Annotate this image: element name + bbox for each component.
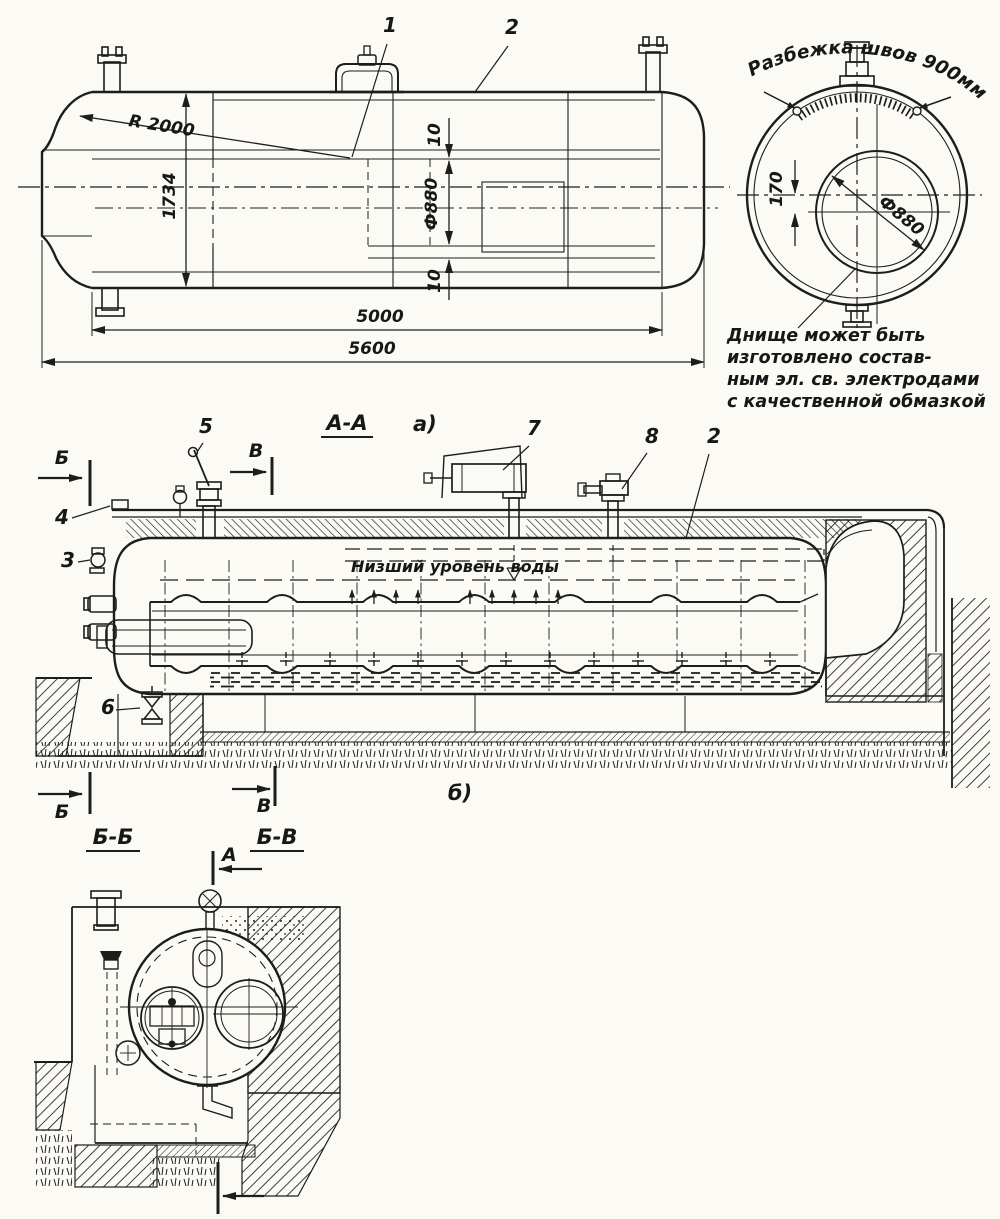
- callout-6-leader: [116, 708, 140, 710]
- cover-bracket-fitting: [112, 500, 128, 509]
- callout-5-leader: [197, 443, 203, 452]
- callout-7: 7: [527, 416, 541, 440]
- view-b-label: б): [447, 781, 473, 805]
- callout-8-leader: [622, 453, 647, 489]
- callout-7-leader: [503, 446, 529, 470]
- bottom-left-nozzle: [96, 288, 124, 316]
- dim-flue-diameter-end: Ф880: [874, 191, 928, 241]
- top-right-nozzle: [639, 37, 667, 92]
- dim-flue-offset: 170: [767, 171, 787, 207]
- top-valve-fitting: [199, 890, 221, 929]
- foundation-footing: [75, 1145, 157, 1187]
- callout-2: 2: [505, 15, 519, 39]
- section-aa-title: А-А: [326, 411, 368, 435]
- seam-rivet-right: [913, 107, 921, 115]
- bottom-note-line1: Днище может быть: [727, 326, 926, 346]
- furnace-tube-top: [150, 595, 800, 602]
- cross-section-texts: [93, 825, 298, 866]
- section-bv-title: Б-В: [256, 825, 298, 849]
- callout-3-leader: [78, 560, 90, 562]
- marker-b-bottom: Б: [54, 801, 70, 823]
- seam-note-arrow-right: [920, 97, 951, 108]
- callout-8: 8: [645, 424, 659, 448]
- dim-shell-height: 1734: [160, 172, 180, 220]
- right-head-outline: [662, 92, 704, 288]
- marker-v-top: В: [248, 440, 264, 462]
- side-pipe-section: [116, 1041, 140, 1065]
- callout-1: 1: [383, 13, 397, 37]
- seam-stagger-note-text: Разбежка швов 900мм: [744, 37, 991, 104]
- furnace-tube-section: [141, 987, 203, 1049]
- front-valve: [90, 548, 105, 573]
- callout-4: 4: [55, 505, 69, 529]
- view-a-label: а): [413, 412, 437, 436]
- dim-radius: R 2000: [127, 111, 196, 142]
- drain-spout: [197, 1086, 232, 1118]
- marker-a: А: [222, 844, 237, 866]
- foundation-left-slope: [36, 1062, 72, 1130]
- left-valve-fitting: [100, 951, 122, 1078]
- callout-3: 3: [61, 548, 75, 572]
- marker-b-top: Б: [54, 447, 70, 469]
- water-level-note: Низший уровень воды: [351, 557, 559, 576]
- dim-gap-top: 10: [425, 123, 445, 147]
- cross-section-view: [34, 851, 340, 1214]
- callout-2b: 2: [707, 424, 721, 448]
- callout-6: 6: [101, 695, 115, 719]
- dim-shell-length: 5000: [356, 307, 404, 327]
- seam-note-arrow-left: [764, 92, 795, 108]
- callout-4-leader: [72, 506, 110, 518]
- front-stub-nozzles: [84, 596, 116, 640]
- dim-overall-length: 5600: [348, 339, 396, 359]
- bottom-note-line3: ным эл. св. электродами: [727, 370, 980, 390]
- section-bb-title: Б-Б: [92, 825, 134, 849]
- callout-2-leader: [475, 46, 508, 92]
- callout-5: 5: [199, 414, 213, 438]
- foundation-strip: [157, 1145, 255, 1157]
- right-ground: [952, 598, 990, 788]
- top-left-nozzle: [98, 47, 126, 92]
- firebrick-lining: [210, 670, 822, 690]
- bottom-note-line4: с качественной обмазкой: [727, 392, 986, 412]
- marker-v-bottom: В: [256, 795, 272, 817]
- ground-speckle: [36, 742, 952, 768]
- foundation-right-block: [242, 1093, 340, 1196]
- manhole-cover: [330, 46, 404, 92]
- blowoff-valve: [142, 686, 162, 724]
- dim-leader-r2000: [80, 116, 350, 158]
- chimney-stub: [91, 891, 121, 930]
- dim-gap-bottom: 10: [425, 269, 445, 293]
- left-head-outline: [42, 92, 92, 288]
- installation-section-view: [36, 437, 990, 814]
- floor-slab: [200, 732, 950, 742]
- insulation-layer: [126, 519, 860, 538]
- dim-flue-diameter: Ф880: [422, 177, 442, 231]
- bottom-note-line2: изготовлено состав-: [727, 348, 932, 368]
